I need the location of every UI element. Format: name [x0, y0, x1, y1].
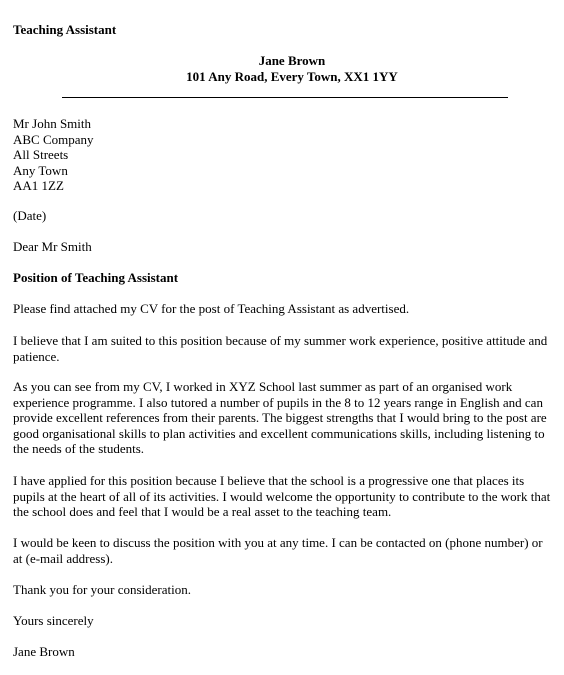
closing: Yours sincerely — [13, 613, 94, 628]
document-title: Teaching Assistant — [13, 22, 117, 37]
sender-name: Jane Brown — [258, 53, 326, 68]
letter-date: (Date) — [13, 208, 47, 223]
header-divider — [62, 97, 508, 98]
body-paragraph: I have applied for this position because I believe that the school is a progressive one that places its pupils at the heart of all of its activities. I would welcome the opportunity to contribute to the work that the school does and feel that I would be a real asset to the teaching team. — [13, 473, 551, 519]
body-paragraph: Please find attached my CV for the post of Teaching Assistant as advertised. — [13, 301, 410, 316]
recipient-address — [13, 116, 553, 194]
recipient-line: AA1 1ZZ — [13, 178, 64, 193]
signature-name: Jane Brown — [13, 644, 75, 659]
body-paragraph: I believe that I am suited to this position because of my summer work experience, positive attitude and patience. — [13, 333, 548, 364]
recipient-line: Mr John Smith — [13, 116, 92, 131]
salutation: Dear Mr Smith — [13, 239, 92, 254]
sender-address: 101 Any Road, Every Town, XX1 1YY — [186, 69, 398, 84]
body-paragraph: As you can see from my CV, I worked in XYZ School last summer as part of an organised work experience programme. I also tutored a number of pupils in the 8 to 12 years range in English and can provide excellent references from their parents. The biggest strengths that I would bring to the post are good organisational skills to plan activities and excellent communications skills, including listening to the needs of the students. — [13, 379, 547, 456]
body-paragraph: Thank you for your consideration. — [13, 582, 191, 597]
recipient-line: All Streets — [13, 147, 69, 162]
body-paragraph: I would be keen to discuss the position with you at any time. I can be contacted on (phone number) or at (e-mail address). — [13, 535, 543, 566]
subject-line: Position of Teaching Assistant — [13, 270, 179, 285]
recipient-line: Any Town — [13, 162, 68, 178]
recipient-line: ABC Company — [13, 131, 94, 147]
